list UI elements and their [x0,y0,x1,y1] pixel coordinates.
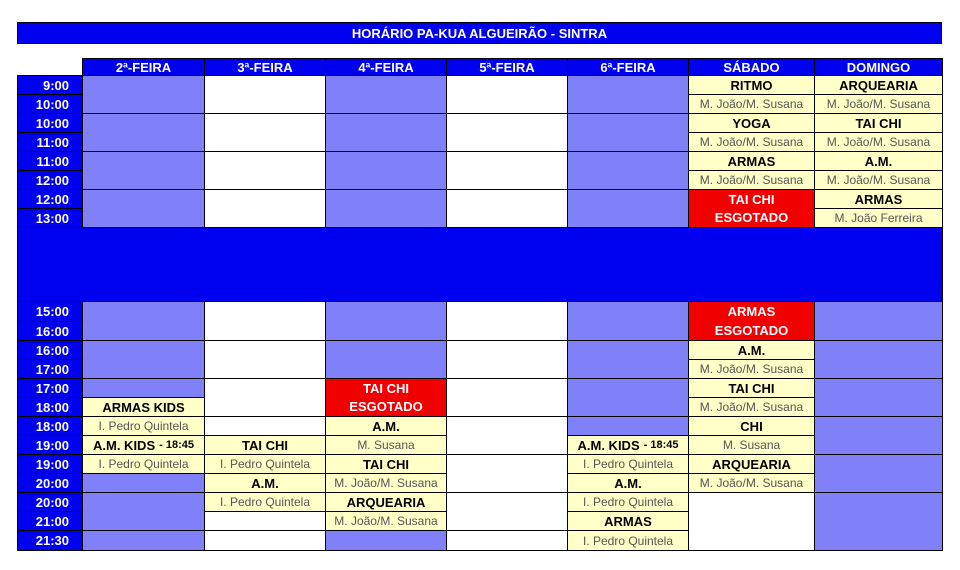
class-name [688,75,815,95]
empty-slot [567,378,689,417]
class-name [688,151,815,171]
class-instructor: M. João/M. Susana [688,397,815,417]
class-instructor: I. Pedro Quintela [567,454,689,474]
time-label: 17:00 [17,359,83,379]
class-instructor: M. João/M. Susana [688,359,815,379]
class-title: TAI CHI [363,456,409,472]
class-name [814,75,943,95]
empty-slot [82,340,205,379]
time-label: 13:00 [17,208,83,228]
empty-slot [446,530,568,551]
sold-out-class [325,378,447,417]
empty-slot [446,416,568,455]
lunch-break-band [17,227,943,302]
empty-slot [325,340,447,379]
class-instructor: I. Pedro Quintela [82,416,205,436]
class-title: ARMAS [727,304,776,319]
empty-slot [567,113,689,152]
empty-slot [82,189,205,228]
class-name [325,416,447,436]
empty-slot [814,454,943,493]
class-name [567,435,689,455]
class-instructor: I. Pedro Quintela [82,454,205,474]
class-instructor: M. João/M. Susana [325,511,447,531]
class-instructor: M. Susana [688,435,815,455]
class-instructor: I. Pedro Quintela [567,530,689,551]
empty-slot [82,301,205,341]
day-header: 5ª-FEIRA [446,58,568,76]
class-title: A.M. [737,342,766,358]
class-name [567,473,689,493]
time-label: 19:00 [17,435,83,455]
time-label: 15:00 [17,301,83,322]
class-name [688,113,815,133]
class-title: ARQUEARIA [346,494,426,510]
time-label: 18:00 [17,416,83,436]
empty-slot [325,151,447,190]
class-title: RITMO [730,77,773,93]
class-title: ARQUEARIA [839,77,918,93]
empty-slot [446,75,568,114]
class-name [325,454,447,474]
empty-slot [446,492,568,531]
class-instructor: M. João/M. Susana [325,473,447,493]
empty-slot [814,301,943,341]
class-title: TAI CHI [242,437,288,453]
class-instructor: I. Pedro Quintela [567,492,689,512]
empty-slot [204,378,326,417]
class-instructor: I. Pedro Quintela [204,454,326,474]
empty-slot [814,340,943,379]
day-header: SÁBADO [688,58,815,76]
empty-slot [567,75,689,114]
empty-slot [814,416,943,455]
empty-slot [204,113,326,152]
time-label: 20:00 [17,492,83,512]
day-header: 3ª-FEIRA [204,58,326,76]
empty-slot [446,454,568,493]
empty-slot [446,340,568,379]
class-title: A.M. [614,475,642,491]
empty-slot [446,113,568,152]
empty-slot [325,301,447,341]
class-name [82,435,205,455]
class-title: A.M. [372,418,400,434]
class-instructor: M. Susana [325,435,447,455]
time-label: 11:00 [17,151,83,171]
time-label: 16:00 [17,340,83,360]
empty-slot [204,530,326,551]
class-title: A.M. [864,153,893,169]
schedule-title: HORÁRIO PA-KUA ALGUEIRÃO - SINTRA [17,22,942,44]
class-name [204,435,326,455]
empty-slot [446,189,568,228]
time-label: 21:30 [17,530,83,551]
day-header: 4ª-FEIRA [325,58,447,76]
time-label: 16:00 [17,321,83,341]
class-title: TAI CHI [363,380,409,396]
class-instructor: M. João/M. Susana [688,473,815,493]
empty-slot [204,189,326,228]
sold-out-badge: ESGOTADO [714,210,789,226]
empty-slot [204,301,326,341]
class-instructor: I. Pedro Quintela [204,492,326,512]
empty-slot [688,492,815,551]
class-name [688,454,815,474]
time-label: 21:00 [17,511,83,531]
class-instructor: M. João/M. Susana [814,94,943,114]
class-title: TAI CHI [728,191,775,207]
empty-slot [204,75,326,114]
class-instructor: M. João/M. Susana [814,132,943,152]
sold-out-badge: ESGOTADO [349,399,423,415]
class-instructor: M. João Ferreira [814,208,943,228]
empty-slot [814,378,943,417]
sold-out-badge: ESGOTADO [714,323,789,338]
empty-slot [446,151,568,190]
class-title: ARMAS [727,153,776,169]
empty-slot [325,113,447,152]
time-label: 11:00 [17,132,83,152]
class-instructor: M. João/M. Susana [688,170,815,190]
empty-slot [325,189,447,228]
day-header: 6ª-FEIRA [567,58,689,76]
empty-slot [814,492,943,551]
day-header: 2ª-FEIRA [82,58,205,76]
empty-slot [567,301,689,341]
time-label: 9:00 [17,75,83,95]
class-name [688,378,815,398]
sold-out-class [688,189,815,228]
time-label: 12:00 [17,189,83,209]
class-title: ARMAS KIDS [102,399,185,415]
empty-slot [82,151,205,190]
class-title: TAI CHI [855,115,902,131]
class-name [688,416,815,436]
class-title: A.M. [251,475,279,491]
class-title: A.M. KIDS [577,437,640,453]
class-title: TAI CHI [728,380,775,396]
day-header: DOMINGO [814,58,943,76]
empty-slot [567,340,689,379]
class-name [688,340,815,360]
empty-slot [204,151,326,190]
time-label: 18:00 [17,397,83,417]
empty-slot [82,492,205,531]
empty-slot [82,113,205,152]
class-title: YOGA [732,115,771,131]
class-time-note: - 18:45 [643,439,679,451]
class-name [814,189,943,209]
sold-out-class [688,301,815,341]
class-time-note: - 18:45 [159,439,194,451]
time-label: 20:00 [17,473,83,493]
empty-slot [446,301,568,341]
time-label: 10:00 [17,113,83,133]
empty-slot [82,530,205,551]
class-instructor: M. João/M. Susana [688,94,815,114]
class-name [567,511,689,531]
class-name [814,113,943,133]
empty-slot [446,378,568,417]
empty-slot [325,530,447,551]
class-name [814,151,943,171]
class-title: A.M. KIDS [93,437,156,453]
class-title: CHI [740,418,763,434]
time-label: 17:00 [17,378,83,398]
empty-slot [82,75,205,114]
time-label: 12:00 [17,170,83,190]
class-title: ARQUEARIA [712,456,791,472]
class-name [82,397,205,417]
time-label: 19:00 [17,454,83,474]
class-name [204,473,326,493]
class-instructor: M. João/M. Susana [814,170,943,190]
empty-slot [567,189,689,228]
class-title: ARMAS [854,191,903,207]
empty-slot [325,75,447,114]
class-title: ARMAS [604,513,652,529]
class-name [325,492,447,512]
empty-slot [204,340,326,379]
time-label: 10:00 [17,94,83,114]
empty-slot [567,151,689,190]
class-instructor: M. João/M. Susana [688,132,815,152]
